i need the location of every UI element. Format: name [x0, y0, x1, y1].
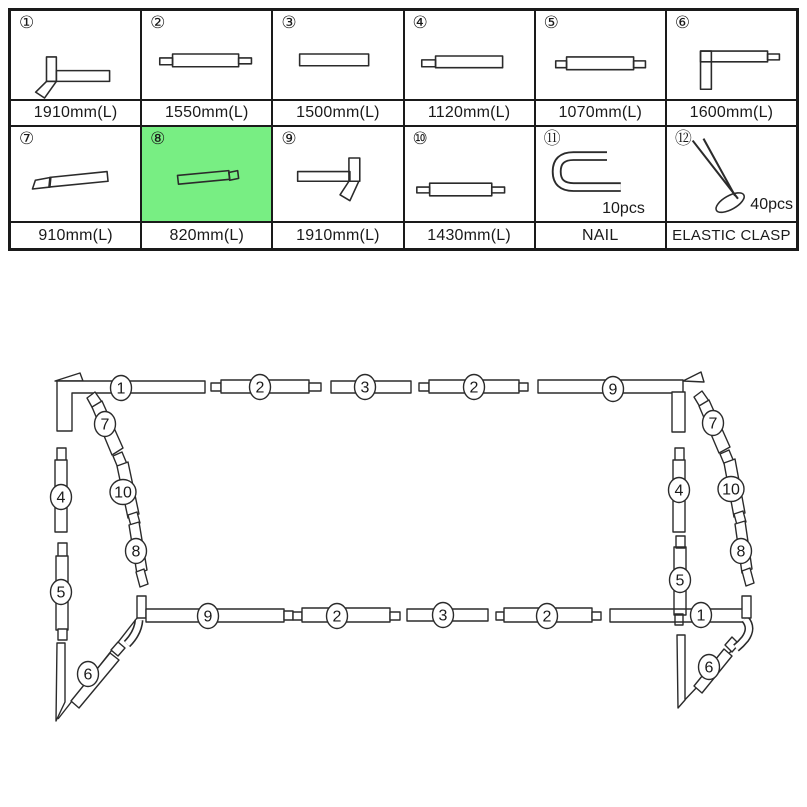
part-cell-5 — [535, 10, 666, 100]
part-8-pictogram — [142, 127, 271, 221]
part-cell-2 — [141, 10, 272, 100]
part-cell-6 — [666, 10, 797, 100]
part-number-1: ① — [19, 13, 35, 32]
part-cell-3 — [272, 10, 403, 100]
diagram-label-number: 1 — [116, 380, 126, 398]
frame-shapes — [55, 372, 754, 721]
diagram-label-number: 4 — [56, 489, 66, 507]
part-number-7: ⑦ — [19, 129, 35, 148]
part-10-pictogram — [405, 127, 534, 221]
diagram-labels — [51, 375, 752, 687]
diagram-label-number: 3 — [438, 607, 448, 625]
part-1-pictogram — [11, 11, 140, 99]
part-cell-8 — [141, 126, 272, 222]
part-caption-3: 1500mm(L) — [272, 100, 403, 126]
diagram-label-number: 9 — [203, 608, 213, 626]
corner-flag-right — [683, 372, 704, 382]
part-qty-12: 40pcs — [750, 196, 793, 213]
part-caption-6: 1600mm(L) — [666, 100, 797, 126]
diagram-label-number: 4 — [674, 482, 684, 500]
part-cell-7 — [10, 126, 141, 222]
diagram-label-number: 6 — [704, 659, 714, 677]
corner-flag-left — [55, 373, 83, 381]
assembly-diagram — [0, 330, 807, 807]
diagram-label-number: 10 — [114, 484, 132, 502]
diagram-label-number: 9 — [608, 381, 618, 399]
part-caption-9: 1910mm(L) — [272, 222, 403, 249]
part-cell-4 — [404, 10, 535, 100]
part-qty-11: 10pcs — [602, 200, 645, 217]
part-number-12: ⑫ — [674, 129, 692, 148]
part-caption-8: 820mm(L) — [141, 222, 272, 249]
parts-table — [8, 8, 799, 251]
part-cell-9 — [272, 126, 403, 222]
nail-pictogram — [536, 127, 665, 221]
part-3-pictogram — [273, 11, 402, 99]
part-number-3: ③ — [281, 13, 297, 32]
part-9-pictogram — [273, 127, 402, 221]
diagram-label-number: 2 — [469, 379, 479, 397]
diagram-label-number: 2 — [332, 608, 342, 626]
part-number-9: ⑨ — [281, 129, 297, 148]
top-corner-right — [672, 392, 685, 432]
diagram-label-number: 5 — [675, 572, 685, 590]
part-cell-11 — [535, 126, 666, 222]
part-7-pictogram — [11, 127, 140, 221]
diagram-label-number: 8 — [131, 543, 141, 561]
part-caption-11: NAIL — [535, 222, 666, 249]
part-2-pictogram — [142, 11, 271, 99]
diagram-label-number: 7 — [100, 416, 110, 434]
part-cell-10 — [404, 126, 535, 222]
diagram-label-number: 8 — [736, 543, 746, 561]
part-number-2: ② — [150, 13, 166, 32]
diagram-label-number: 5 — [56, 584, 66, 602]
part-number-6: ⑥ — [674, 13, 691, 32]
part-number-5: ⑤ — [543, 13, 559, 32]
part-number-8: ⑧ — [150, 129, 166, 148]
part-caption-2: 1550mm(L) — [141, 100, 272, 126]
part-caption-1: 1910mm(L) — [10, 100, 141, 126]
diagram-label-number: 10 — [722, 481, 740, 499]
part-caption-10: 1430mm(L) — [404, 222, 535, 249]
part-number-4: ④ — [412, 13, 428, 32]
part-cell-12 — [666, 126, 797, 222]
part-caption-7: 910mm(L) — [10, 222, 141, 249]
part-caption-12: ELASTIC CLASP — [666, 222, 797, 249]
part-caption-5: 1070mm(L) — [535, 100, 666, 126]
part-5-pictogram — [536, 11, 665, 99]
diagram-label-number: 2 — [542, 608, 552, 626]
diagram-label-number: 7 — [708, 415, 718, 433]
part-number-10: ⑩ — [412, 129, 428, 148]
diagram-label-number: 3 — [360, 379, 370, 397]
part-cell-1 — [10, 10, 141, 100]
part-number-11: ⑪ — [543, 129, 561, 148]
part-caption-4: 1120mm(L) — [404, 100, 535, 126]
diagram-label-number: 1 — [696, 607, 706, 625]
part-4-pictogram — [405, 11, 534, 99]
diagram-label-number: 6 — [83, 666, 93, 684]
diagram-label-number: 2 — [255, 379, 265, 397]
part-6-pictogram — [667, 11, 796, 99]
